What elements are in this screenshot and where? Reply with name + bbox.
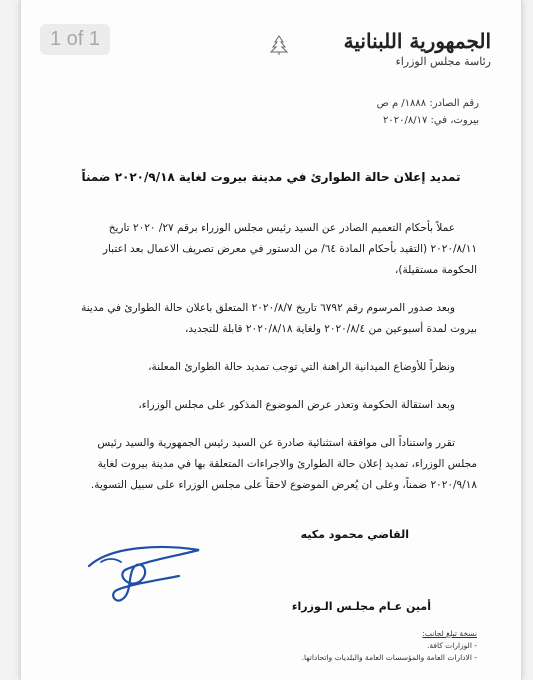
distribution-item: - الوزارات كافة. xyxy=(426,641,477,650)
letterhead-title: الجمهورية اللبنانية xyxy=(343,29,491,53)
body-paragraph-2: وبعد صدور المرسوم رقم ٦٧٩٢ تاريخ ٢٠٢٠/٨/٧ المتعلق باعلان حالة الطوارئ في مدينة بيروت لمدة أسبوعين من ٢٠٢٠/٨/٤ ولغاية ٢٠٢٠/٨/١٨ قابلة للتجديد، xyxy=(81,302,477,335)
handwritten-signature xyxy=(81,536,211,606)
body-paragraph-1: عملاً بأحكام التعميم الصادر عن السيد رئيس مجلس الوزراء برقم ٢٧/ ٢٠٢٠ تاريخ ٢٠٢٠/٨/١١ (التقيد بأحكام المادة ٦٤/ من الدستور في معرض تصريف الاعمال بعد اعتبار الحكومة مستقيلة)، xyxy=(102,222,477,276)
document-body xyxy=(81,218,477,513)
body-paragraph-5: تقرر واستناداً الى موافقة استثنائية صادرة عن السيد رئيس الجمهورية والسيد رئيس مجلس الوزراء، تمديد إعلان حالة الطوارئ والاجراءات المتعلقة بها في مدينة بيروت لغاية ٢٠٢٠/٩/١٨ ضمناً، وعلى ان يُعرض الموضوع لاحقاً على مجلس الوزراء على سبيل التسوية. xyxy=(90,437,477,491)
document-subject: تمديد إعلان حالة الطوارئ في مدينة بيروت لغاية ٢٠٢٠/٩/١٨ ضمناً xyxy=(81,170,461,184)
letterhead-subtitle: رئاسة مجلس الوزراء xyxy=(395,55,491,68)
body-paragraph-4: وبعد استقالة الحكومة وتعذر عرض الموضوع المذكور على مجلس الوزراء، xyxy=(138,399,455,411)
distribution-list xyxy=(302,628,477,664)
reference-number: رقم الصادر: ١٨٨٨/ م ص xyxy=(376,98,479,109)
signatory-name: القاضي محمود مكيه xyxy=(300,528,409,541)
reference-block xyxy=(377,95,479,129)
letterhead xyxy=(344,30,491,70)
distribution-item: - الادارات العامة والمؤسسات العامة والبلديات واتحاداتها. xyxy=(301,653,477,662)
document-page xyxy=(20,0,522,680)
reference-date: بيروت، في: ٢٠٢٠/٨/١٧ xyxy=(383,115,479,126)
distribution-title: نسخة تبلغ لجانب: xyxy=(422,629,477,638)
page-indicator: 1 of 1 xyxy=(40,24,110,55)
cedar-crest-icon xyxy=(267,34,291,56)
body-paragraph-3: ونظراً للأوضاع الميدانية الراهنة التي توجب تمديد حالة الطوارئ المعلنة، xyxy=(148,361,455,373)
signatory-title: أمين عـام مجلـس الـوزراء xyxy=(291,600,431,613)
